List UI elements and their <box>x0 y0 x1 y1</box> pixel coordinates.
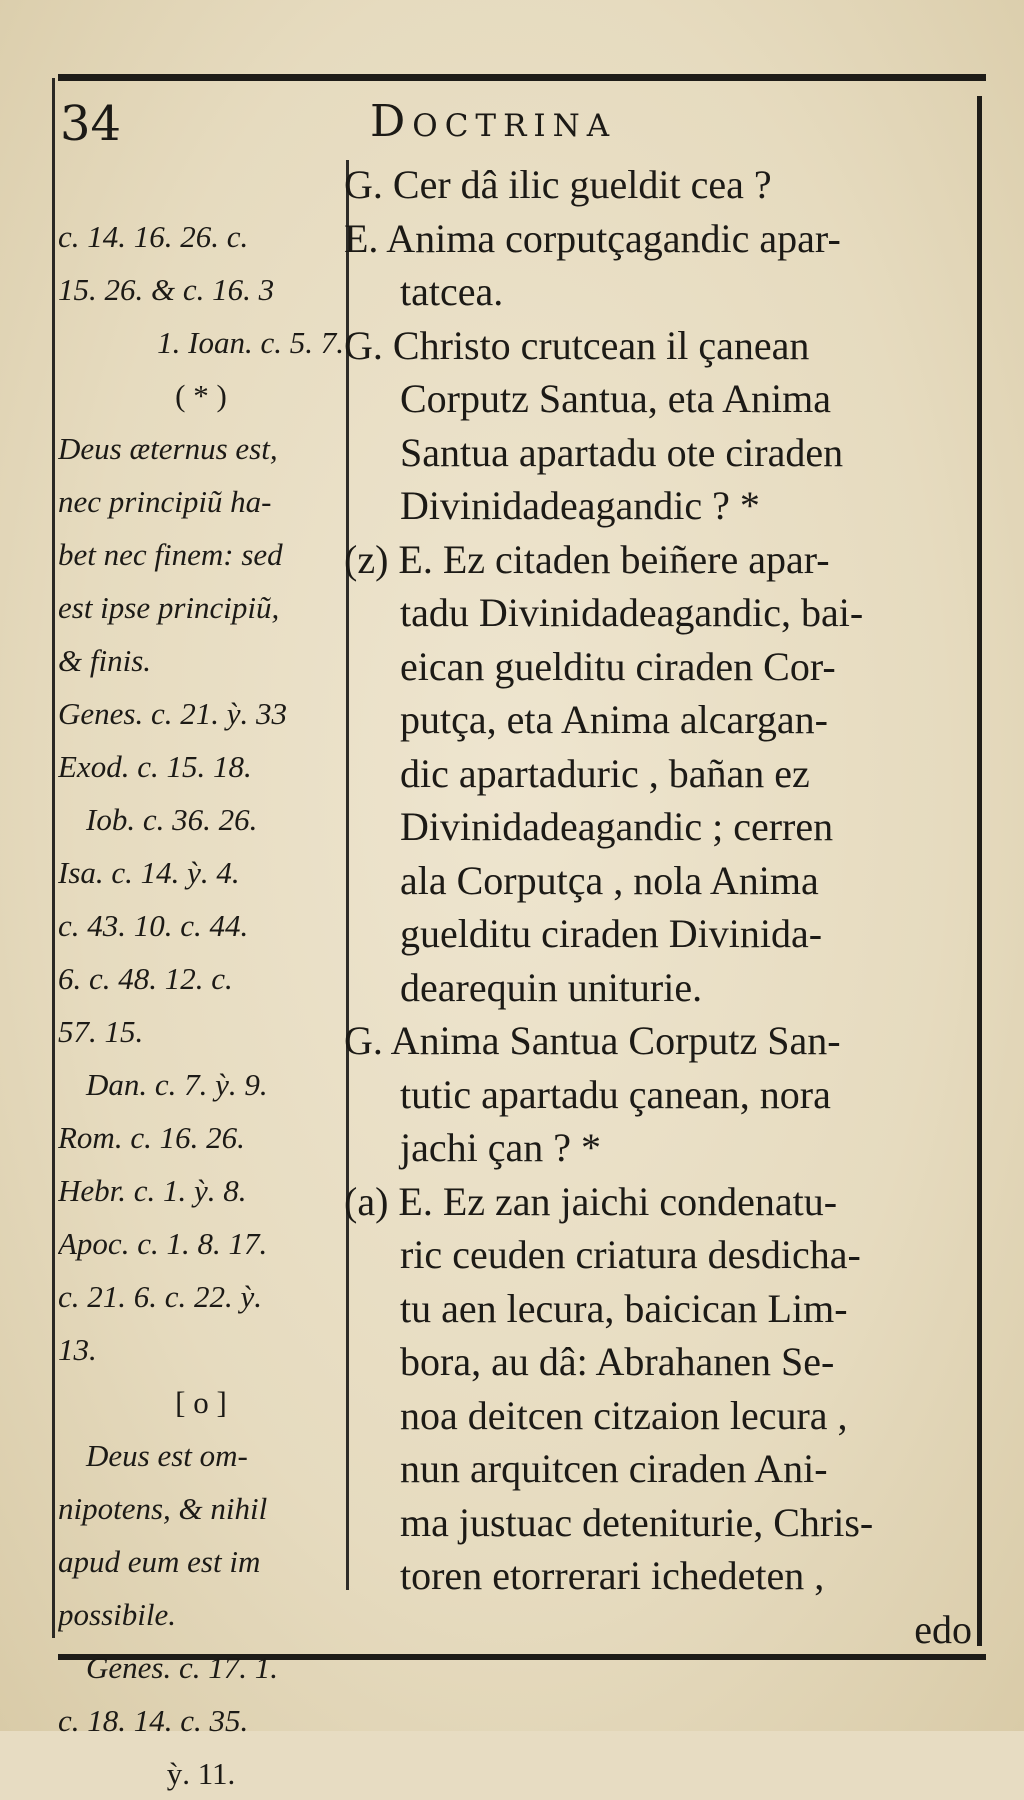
running-head: Doctrina <box>370 96 617 147</box>
text-line: tadu Divinidadeagandic, bai- <box>400 590 864 635</box>
margin-note-marker: ( * ) <box>175 378 227 413</box>
margin-line: 15. 26. & c. 16. 3 <box>58 272 275 307</box>
catchword: edo <box>914 1606 972 1652</box>
question-line: G. Christo crutcean il çanean <box>344 322 810 368</box>
margin-line: Apoc. c. 1. 8. 17. <box>58 1226 268 1261</box>
margin-line: 6. c. 48. 12. c. <box>58 961 233 996</box>
text-line: Divinidadeagandic ? * <box>400 483 760 528</box>
question-line: G. Cer dâ ilic gueldit cea ? <box>344 162 772 207</box>
right-frame-rule <box>977 96 982 1646</box>
text-line: tutic apartadu çanean, nora <box>400 1071 831 1117</box>
margin-line: Dan. c. 7. ỳ. 9. <box>86 1067 268 1102</box>
text-line: jachi çan ? * <box>400 1125 601 1170</box>
text-line: noa deitcen citzaion lecura , <box>400 1392 848 1438</box>
text-line: toren etorrerari ichedeten , <box>400 1553 825 1598</box>
margin-line: est ipse principiũ, <box>58 590 280 625</box>
text-line: dearequin uniturie. <box>400 964 703 1010</box>
text-line: ric ceuden criatura desdicha- <box>400 1232 861 1277</box>
top-rule <box>58 74 986 81</box>
margin-line: bet nec finem: sed <box>58 537 283 572</box>
margin-notes <box>58 210 344 1800</box>
text-line: nun arquitcen ciraden Ani- <box>400 1446 828 1491</box>
main-text <box>344 158 976 1656</box>
text-line: tatcea. <box>400 269 504 314</box>
text-line: bora, au dâ: Abrahanen Se- <box>400 1339 835 1384</box>
text-line: ma justuac deteniturie, Chris- <box>400 1499 874 1545</box>
answer-line: E. Anima corputçagandic apar- <box>344 215 841 261</box>
text-line: tu aen lecura, baicican Lim- <box>400 1285 848 1331</box>
margin-line: c. 18. 14. c. 35. <box>58 1703 249 1738</box>
margin-line: Deus est om- <box>86 1438 248 1473</box>
margin-line: Isa. c. 14. ỳ. 4. <box>58 855 240 890</box>
answer-line: (a) E. Ez zan jaichi condenatu- <box>344 1178 838 1224</box>
margin-line: Deus æternus est, <box>58 431 278 466</box>
margin-line: Exod. c. 15. 18. <box>58 749 252 784</box>
text-line: Divinidadeagandic ; cerren <box>400 804 834 849</box>
page-number: 34 <box>60 96 122 152</box>
margin-line: c. 21. 6. c. 22. ỳ. <box>58 1279 263 1314</box>
margin-line: 57. 15. <box>58 1014 144 1049</box>
text-line: guelditu ciraden Divinida- <box>400 911 823 956</box>
margin-line: nec principiũ ha- <box>58 484 272 519</box>
margin-note-marker: [ o ] <box>175 1385 227 1420</box>
margin-line: ỳ. 11. <box>166 1756 236 1791</box>
answer-line: (z) E. Ez citaden beiñere apar- <box>344 536 830 582</box>
question-line: G. Anima Santua Corputz San- <box>344 1018 841 1063</box>
left-frame-rule <box>52 78 55 1638</box>
margin-line: c. 14. 16. 26. c. <box>58 219 249 254</box>
margin-line: possibile. <box>58 1597 176 1632</box>
margin-line: 1. Ioan. c. 5. 7. <box>157 325 344 360</box>
margin-line: c. 43. 10. c. 44. <box>58 908 249 943</box>
margin-line: & finis. <box>58 643 152 678</box>
margin-line: Iob. c. 36. 26. <box>86 802 258 837</box>
margin-line: Rom. c. 16. 26. <box>58 1120 245 1155</box>
margin-line: 13. <box>58 1332 97 1367</box>
margin-line: apud eum est im <box>58 1544 261 1579</box>
margin-line: Genes. c. 21. ỳ. 33 <box>58 696 287 731</box>
text-line: dic apartaduric , bañan ez <box>400 750 810 796</box>
margin-line: Hebr. c. 1. ỳ. 8. <box>58 1173 247 1208</box>
text-line: putça, eta Anima alcargan- <box>400 697 828 742</box>
text-line: Corputz Santua, eta Anima <box>400 376 832 421</box>
text-line: eican guelditu ciraden Cor- <box>400 643 836 689</box>
margin-line: Genes. c. 17. 1. <box>86 1650 278 1685</box>
text-line: Santua apartadu ote ciraden <box>400 429 844 475</box>
text-line: ala Corputça , nola Anima <box>400 857 819 903</box>
margin-line: nipotens, & nihil <box>58 1491 268 1526</box>
